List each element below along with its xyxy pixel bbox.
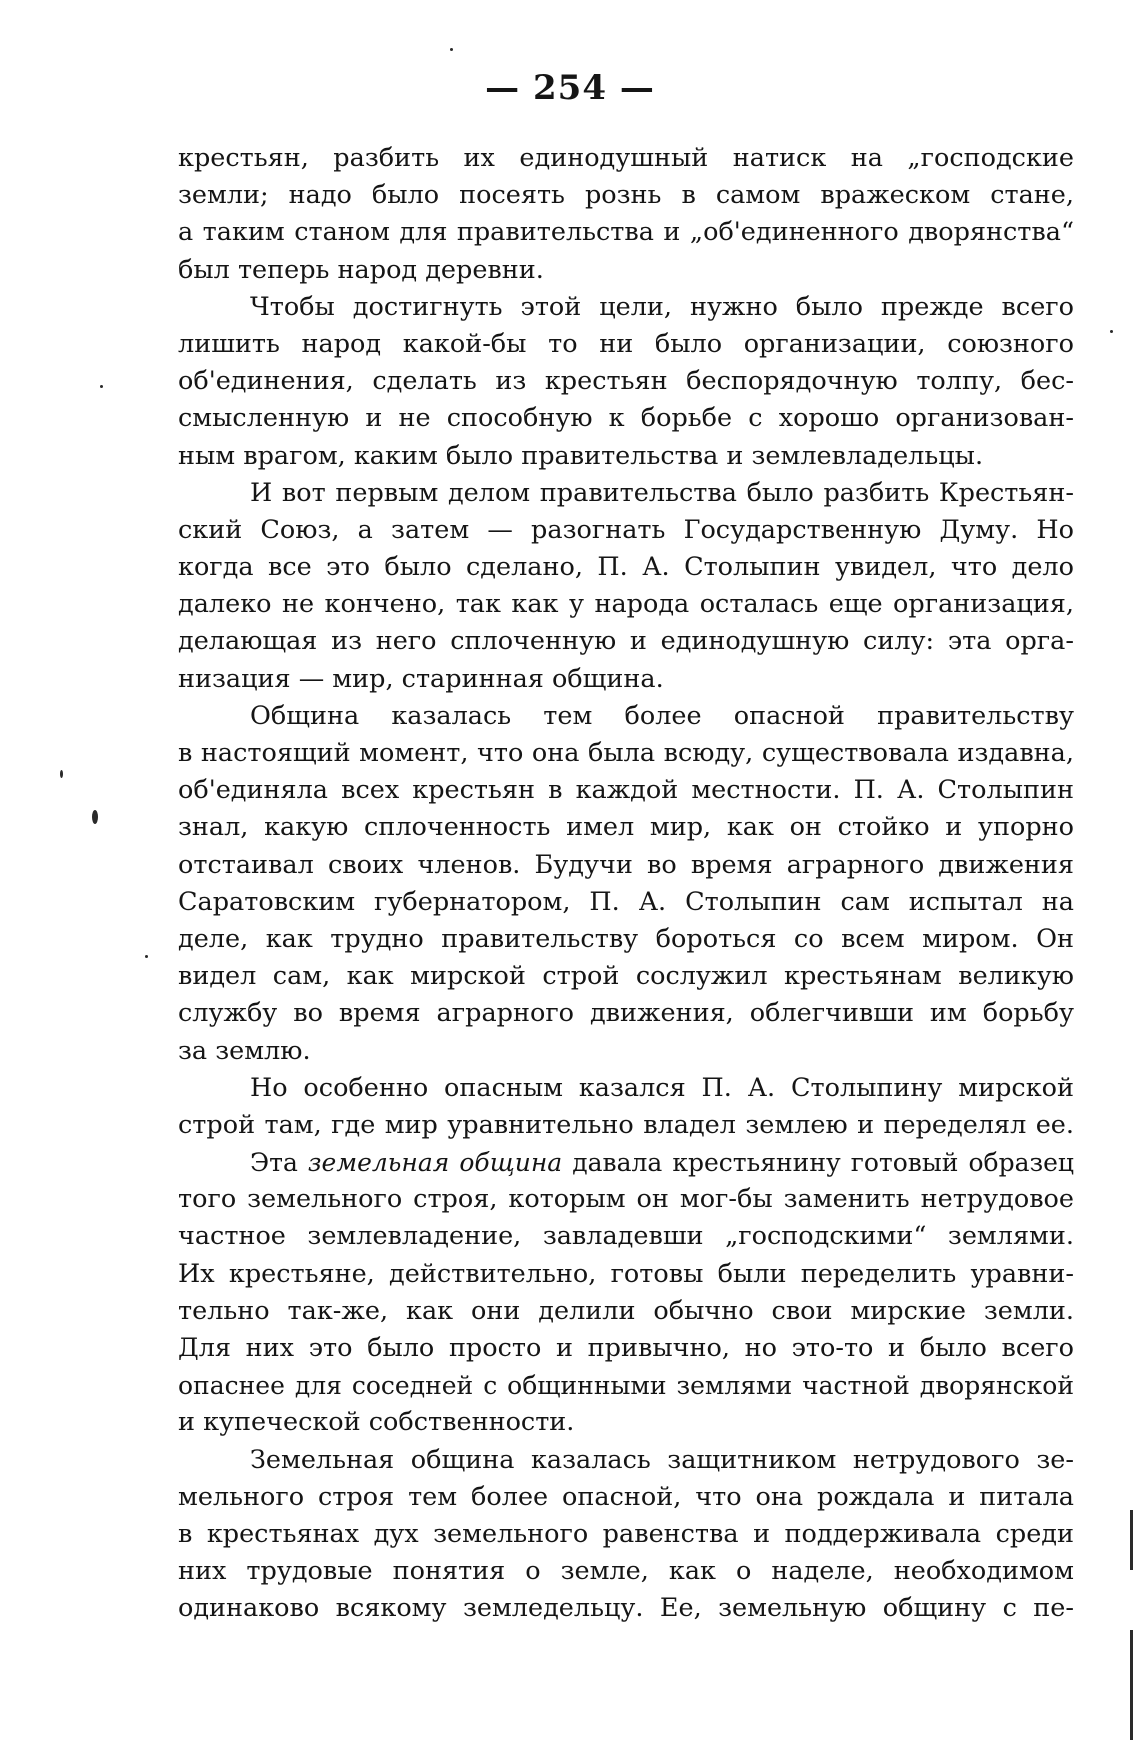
- text-line: ным врагом, каким было правительства и землевладельцы.: [178, 440, 984, 471]
- text-line: об'единяла всех крестьян в каждой местности. П. А. Столыпин: [178, 775, 1074, 806]
- text-line: а таким станом для правительства и „об'единенного дворянства“: [178, 217, 1074, 248]
- text-line: того земельного строя, которым он мог-бы заменить нетрудовое: [178, 1184, 1074, 1215]
- scan-speck: [145, 955, 148, 958]
- text-line: Земельная община казалась защитником нетрудового зе-: [250, 1444, 1074, 1475]
- text-line: одинаково всякому земледельцу. Ее, земельную общину с пе-: [178, 1593, 1074, 1624]
- text-line: деле, как трудно правительству бороться со всем миром. Он: [178, 923, 1074, 954]
- text-line: ский Союз, а затем — разогнать Государственную Думу. Но: [178, 514, 1074, 545]
- text-line: Эта земельная община давала крестьянину готовый образец: [250, 1148, 1074, 1178]
- text-line: об'единения, сделать из крестьян беспорядочную толпу, бес-: [178, 366, 1074, 397]
- text-line: лишить народ какой-бы то ни было организации, союзного: [178, 328, 1074, 359]
- scan-edge-mark: [1130, 1630, 1133, 1740]
- text-line: отстаивал своих членов. Будучи во время аграрного движения: [178, 849, 1074, 880]
- text-line: земли; надо было посеять рознь в самом вражеском стане,: [178, 180, 1074, 211]
- text-line: далеко не кончено, так как у народа осталась еще организация,: [178, 589, 1074, 620]
- scan-speck: [100, 385, 103, 388]
- text-line: и купеческой собственности.: [178, 1407, 575, 1438]
- scan-speck: [1110, 330, 1113, 333]
- text-line: опаснее для соседней с общинными землями частной дворянской: [178, 1371, 1074, 1401]
- text-line: низация — мир, старинная община.: [178, 663, 664, 694]
- text-line: делающая из него сплоченную и единодушную силу: эта орга-: [178, 626, 1074, 657]
- text-line: Но особенно опасным казался П. А. Столыпину мирской: [250, 1072, 1074, 1103]
- text-line: в крестьянах дух земельного равенства и поддерживала среди: [178, 1518, 1074, 1549]
- text-line: в настоящий момент, что она была всюду, существовала издавна,: [178, 738, 1074, 768]
- text-line: за землю.: [178, 1035, 311, 1066]
- text-line: И вот первым делом правительства было разбить Крестьян-: [250, 477, 1074, 508]
- text-line: строй там, где мир уравнительно владел землею и переделял ее.: [178, 1109, 1074, 1140]
- text-line: крестьян, разбить их единодушный натиск на „господские: [178, 143, 1074, 173]
- text-line: Община казалась тем более опасной правительству: [250, 700, 1074, 731]
- text-line: службу во время аграрного движения, облегчивши им борьбу: [178, 998, 1074, 1029]
- text-line: когда все это было сделано, П. А. Столыпин увидел, что дело: [178, 552, 1074, 583]
- text-line: Для них это было просто и привычно, но это-то и было всего: [178, 1333, 1074, 1363]
- text-line: смысленную и не способную к борьбе с хорошо организован-: [178, 403, 1074, 434]
- text-line: был теперь народ деревни.: [178, 254, 544, 285]
- text-line: Саратовским губернатором, П. А. Столыпин сам испытал на: [178, 886, 1074, 917]
- text-line: мельного строя тем более опасной, что она рождала и питала: [178, 1481, 1074, 1512]
- body-text: [178, 140, 1074, 1628]
- scan-edge-mark: [1130, 1510, 1133, 1570]
- text-line: частное землевладение, завладевши „господскими“ землями.: [178, 1221, 1074, 1252]
- scan-speck: [92, 810, 98, 824]
- text-line: видел сам, как мирской строй сослужил крестьянам великую: [178, 961, 1074, 992]
- text-line: Чтобы достигнуть этой цели, нужно было прежде всего: [250, 291, 1074, 322]
- page-number: — 254 —: [485, 68, 655, 108]
- text-line: знал, какую сплоченность имел мир, как он стойко и упорно: [178, 812, 1074, 843]
- text-line: тельно так-же, как они делили обычно свои мирские земли.: [178, 1295, 1074, 1326]
- scan-speck: [450, 48, 453, 51]
- scan-speck: [60, 770, 63, 778]
- text-line: Их крестьяне, действительно, готовы были переделить уравни-: [178, 1258, 1074, 1289]
- text-line: них трудовые понятия о земле, как о наделе, необходимом: [178, 1556, 1074, 1587]
